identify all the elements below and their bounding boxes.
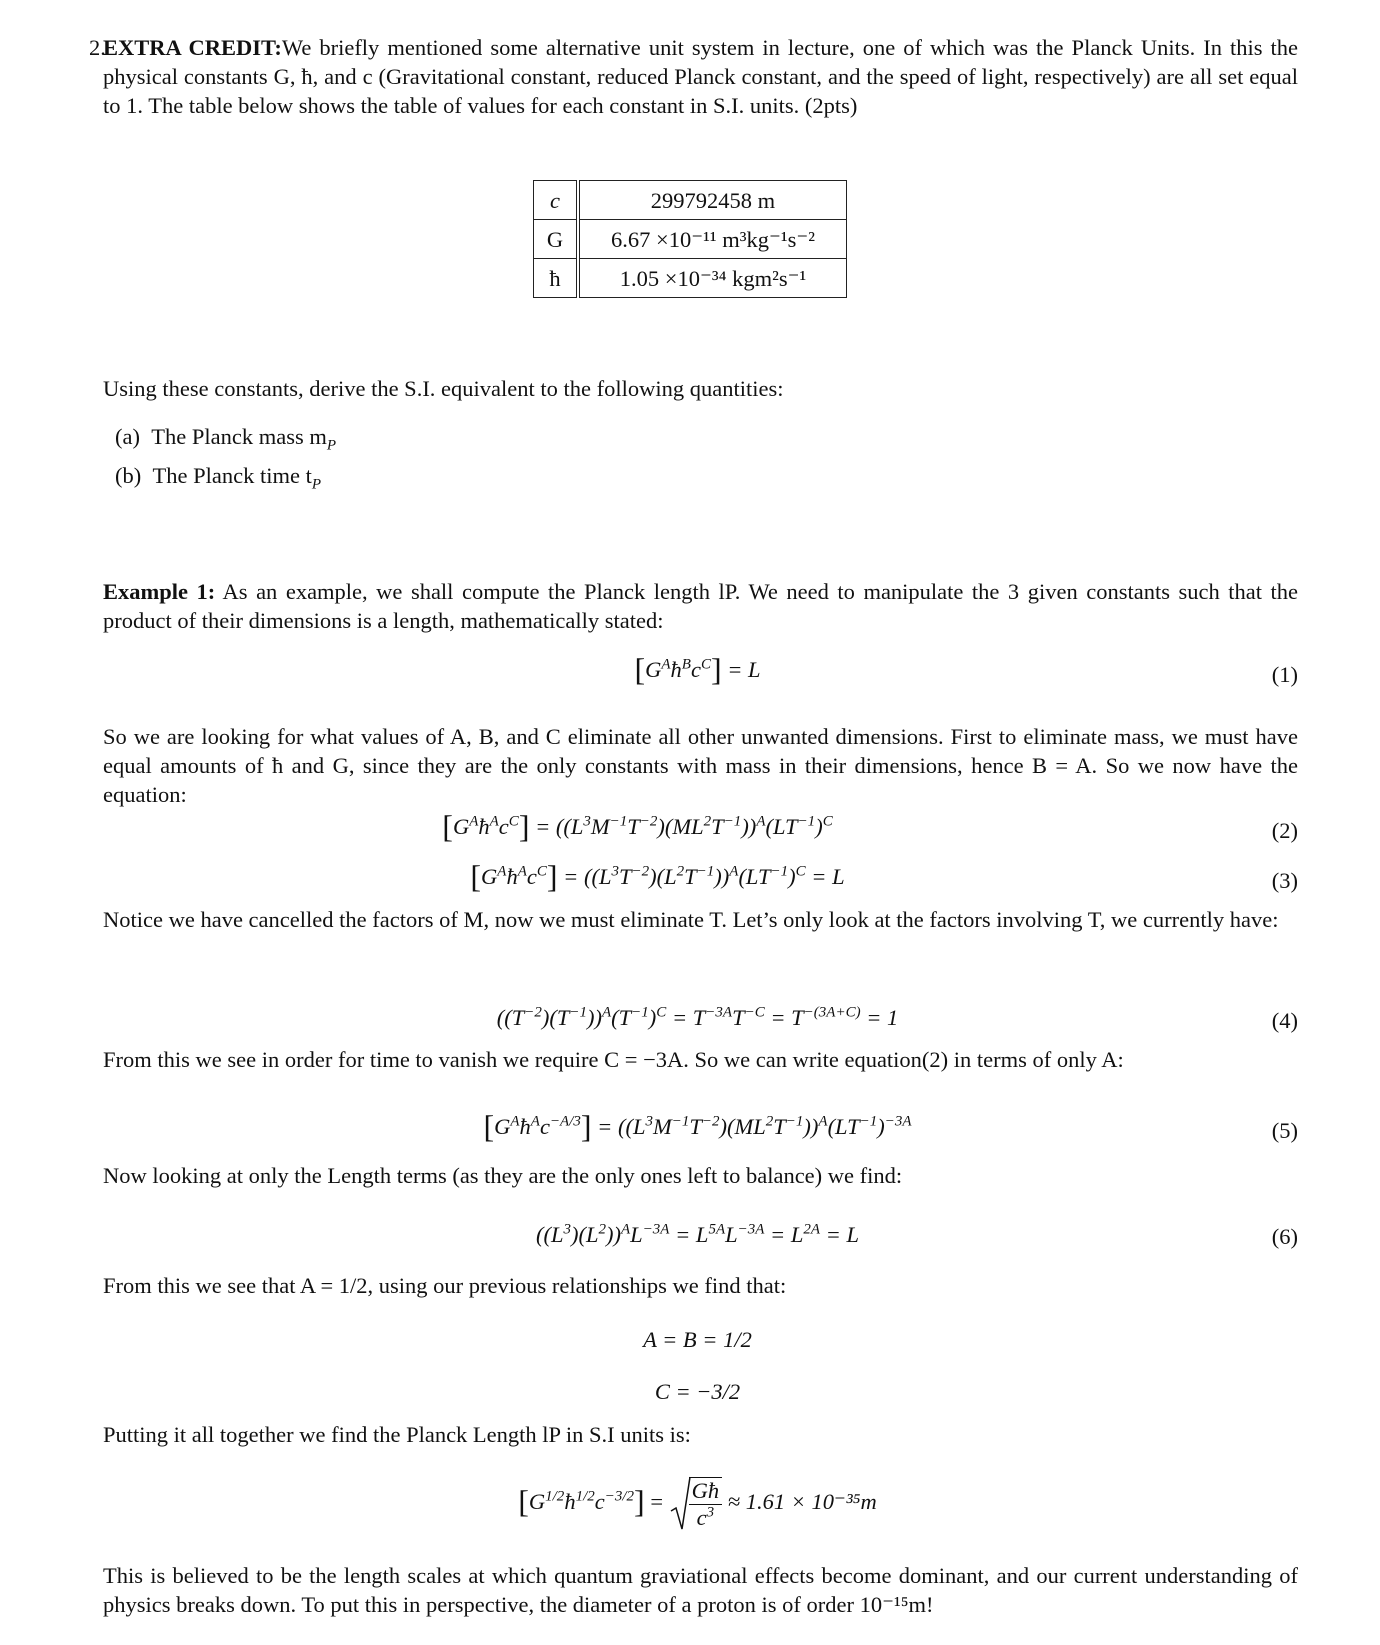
result-A: A = B = 1/2	[643, 1327, 752, 1352]
equation-6: $((L^3)(L^2))^AL^{-3A} = L^{5A}L^{-3A} = L^{2A} = L$	[536, 1221, 859, 1247]
problem-title: EXTRA CREDIT:	[103, 35, 282, 60]
example-para4: From this we see in order for time to vanish we require C = −3A. So we can write equation(2) in terms of only A:	[103, 1047, 1124, 1072]
task-item-a	[115, 422, 337, 454]
equation-number: (5)	[1271, 1118, 1298, 1143]
item-sub: P	[326, 437, 337, 454]
example-para3: Notice we have cancelled the factors of M, now we must eliminate T. Let’s only look at the factors involving T, we currently have:	[103, 907, 1279, 932]
example-para6: From this we see that A = 1/2, using our previous relationships we find that:	[103, 1273, 787, 1298]
equation-number: (2)	[1271, 818, 1298, 843]
equation-number: (6)	[1271, 1224, 1298, 1249]
final-equation: $[G^{1/2}ħ^{1/2}c^{-3/2}]$ = $\frac{Għ}{c^3}$ ≈ 1.61 × 10⁻³⁵m	[0, 1475, 1380, 1533]
item-text: The Planck mass m	[151, 424, 327, 449]
problem-number: 2.	[89, 35, 106, 60]
equation-2: $[G^Aħ^Ac^C] = ((L^3M^{-1}T^{-2})(ML^2T^{-1}))^A(LT^{-1})^C$	[442, 808, 833, 844]
task-prompt: Using these constants, derive the S.I. equivalent to the following quantities:	[103, 376, 784, 401]
const-value: 1.05 ×10⁻³⁴ kgm²s⁻¹	[578, 259, 847, 298]
item-text: The Planck time t	[152, 463, 312, 488]
const-value: 299792458 m	[578, 181, 847, 220]
const-value: 6.67 ×10⁻¹¹ m³kg⁻¹s⁻²	[578, 220, 847, 259]
item-label: (a)	[115, 424, 140, 449]
example-para5: Now looking at only the Length terms (as they are the only ones left to balance) we find:	[103, 1163, 903, 1188]
table-row	[534, 220, 847, 259]
item-sub: P	[311, 476, 322, 493]
problem-intro-text: We briefly mentioned some alternative unit system in lecture, one of which was the Planck Units. In this the physical constants G, ħ, and c (Gravitational constant, reduced Planck constant, and the speed of light, respectively) are all set equal to 1. The table below shows the table of values for each constant in S.I. units. (2pts)	[103, 35, 1299, 118]
example-heading: Example 1:	[103, 579, 216, 604]
table-row	[534, 259, 847, 298]
task-item-b	[115, 461, 322, 493]
equation-number: (3)	[1271, 868, 1298, 893]
table-row	[534, 181, 847, 220]
result-C: C = −3/2	[654, 1379, 741, 1404]
const-symbol: G	[534, 220, 579, 259]
example-para7: Putting it all together we find the Planck Length lP in S.I units is:	[103, 1422, 691, 1447]
item-label: (b)	[115, 463, 142, 488]
equation-4: $((T^{-2})(T^{-1}))^A(T^{-1})^C = T^{-3A}T^{-C} = T^{-(3A+C)} = 1$	[496, 1004, 899, 1030]
equation-number: (1)	[1271, 662, 1298, 687]
conclusion: This is believed to be the length scales at which quantum graviational effects become dominant, and our current understanding of physics breaks down. To put this in perspective, the diameter of a proton is of order 10⁻¹⁵m!	[103, 1563, 1298, 1617]
const-symbol: ħ	[534, 259, 579, 298]
const-symbol: c	[534, 181, 579, 220]
sqrt-icon: $\frac{Għ}{c^3}$	[669, 1475, 723, 1533]
equation-5: $[G^Aħ^Ac^{-A/3}] = ((L^3M^{-1}T^{-2})(ML^2T^{-1}))^A(LT^{-1})^{-3A}$	[483, 1108, 912, 1144]
final-value: ≈ 1.61 × 10⁻³⁵m	[727, 1489, 877, 1515]
example-intro	[103, 577, 1298, 635]
example-para2: So we are looking for what values of A, B, and C eliminate all other unwanted dimensions. First to eliminate mass, we must have equal amounts of ħ and G, since they are the only constants with mass in their dimensions, hence B = A. So we now have the equation:	[103, 724, 1298, 807]
problem-intro	[103, 33, 1298, 120]
equation-1: $[G^Aħ^Bc^C] = L$	[634, 651, 761, 687]
constants-table	[533, 180, 847, 298]
equation-number: (4)	[1271, 1008, 1298, 1033]
equation-3: $[G^Aħ^Ac^C] = ((L^3T^{-2})(L^2T^{-1}))^A(LT^{-1})^C = L$	[470, 858, 845, 894]
example-intro-text: As an example, we shall compute the Planck length lP. We need to manipulate the 3 given constants such that the product of their dimensions is a length, mathematically stated:	[103, 579, 1298, 633]
